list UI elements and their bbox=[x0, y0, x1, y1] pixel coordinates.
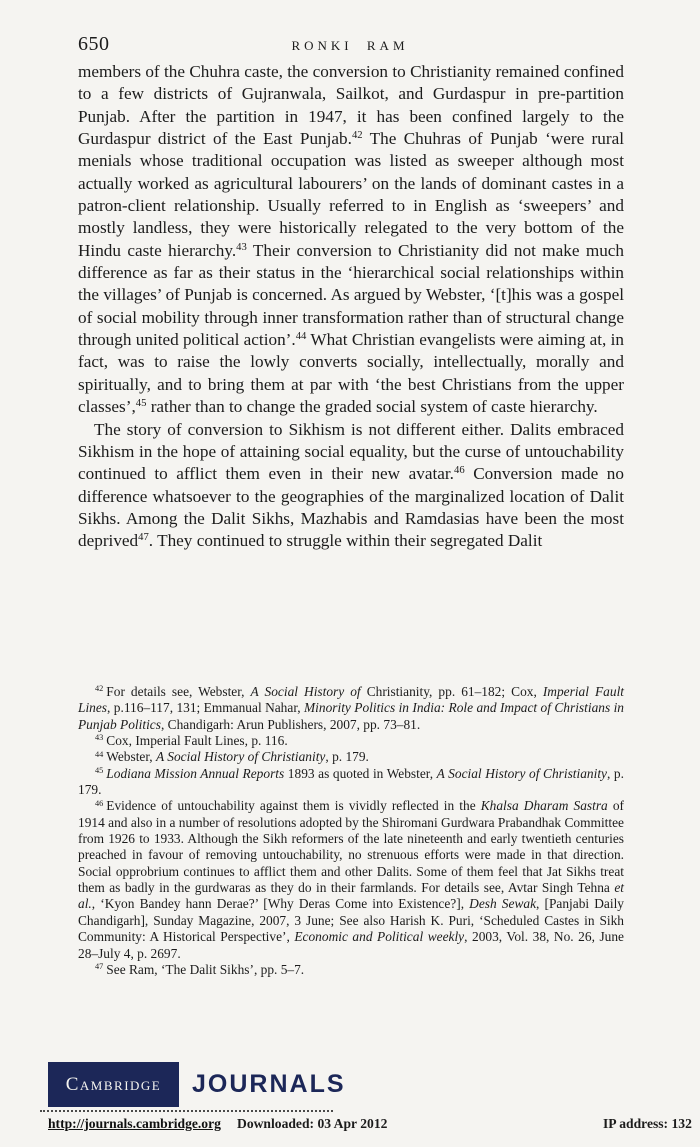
cambridge-logo-text: Cambridge bbox=[65, 1073, 162, 1095]
footnote-marker: 44 bbox=[95, 749, 104, 759]
text-run: Evidence of untouchability against them is vividly reflected in the bbox=[106, 798, 481, 814]
footnote-reference: 45 bbox=[135, 398, 147, 410]
text-run: Webster, bbox=[106, 749, 156, 765]
text-run: 1893 as quoted in Webster, bbox=[284, 765, 437, 781]
body-text bbox=[78, 61, 624, 553]
text-run: Imperial Fault Lines bbox=[78, 684, 625, 716]
text-run: A Social History of Christianity bbox=[436, 765, 607, 781]
text-run: , p. 179. bbox=[78, 765, 624, 798]
text-run: Cox, Imperial Fault Lines, p. 116. bbox=[106, 733, 288, 749]
text-run: , 2003, Vol. 38, No. 26, June 28–July 4, p. 2697. bbox=[78, 929, 624, 961]
text-run: See Ram, ‘The Dalit Sikhs’, pp. 5–7. bbox=[106, 961, 305, 977]
body-paragraph bbox=[78, 419, 624, 553]
text-run: What Christian evangelists were aiming at, in fact, was to raise the lowly converts socially, intellectually, morally and spiritually, and to bring them at par with ‘the best Christians from the upper classes’, bbox=[78, 330, 625, 417]
footer-meta-row bbox=[0, 1116, 700, 1138]
footnote bbox=[78, 749, 624, 765]
text-run: Lodiana Mission Annual Reports bbox=[106, 765, 285, 781]
text-run: et al. bbox=[78, 880, 624, 912]
footnote bbox=[78, 962, 624, 978]
text-run: Khalsa Dharam Sastra bbox=[480, 798, 608, 814]
text-run: Minority Politics in India: Role and Impact of Christians in Punjab Politics bbox=[78, 700, 624, 732]
body-paragraph bbox=[78, 61, 624, 419]
footnote-reference: 42 bbox=[351, 130, 363, 142]
footnote-marker: 43 bbox=[95, 733, 104, 743]
text-run: A Social History of Christianity bbox=[156, 749, 326, 765]
footnote-reference: 47 bbox=[138, 532, 149, 544]
text-run: Their conversion to Christianity did not make much difference as far as their status in the ‘hierarchical social relationships within the villages’ of Punjab is concerned. As argued by Webster, ‘[t]his was a gospel of social mobility through inner transformation rather than of structural change through united political action’. bbox=[78, 240, 625, 350]
footer-divider bbox=[40, 1110, 333, 1112]
cambridge-journals-logo bbox=[48, 1062, 346, 1107]
ip-address-label: IP address: 132 bbox=[603, 1116, 692, 1131]
footnote-reference: 46 bbox=[453, 465, 465, 477]
cambridge-logo-box bbox=[48, 1062, 179, 1107]
text-run: Desh Sewak bbox=[469, 896, 537, 912]
text-run: rather than to change the graded social system of caste hierarchy. bbox=[146, 397, 598, 417]
text-run: , p. 179. bbox=[325, 749, 369, 765]
text-run: of 1914 and also in a number of resolutions adopted by the Shiromani Gurdwara Prabandhak Committee from 1926 to 1933. Although the Sikh reformers of the late nineteenth and early twentieth centuries preached in favour of removing untouchability, no strenuous efforts were made in that direction. Social opprobrium continues to afflict them and other Dalits. Some of them feel that Jat Sikhs treat them as badly in the gurdwaras as they do in their farmlands. For details see, Avtar Singh Tehna bbox=[78, 798, 624, 896]
text-run: A Social History of bbox=[250, 684, 361, 699]
page-number: 650 bbox=[78, 33, 110, 55]
text-run: . They continued to struggle within their segregated Dalit bbox=[148, 531, 543, 551]
running-head-author: RONKI RAM bbox=[291, 38, 409, 53]
text-run: , ‘Kyon Bandey hann Derae?’ [Why Deras Come into Existence?], bbox=[91, 896, 470, 912]
footnote-marker: 45 bbox=[95, 766, 104, 776]
text-run: Christianity, pp. 61–182; Cox, bbox=[360, 684, 543, 699]
text-run: members of the Chuhra caste, the conversion to Christianity remained confined to a few districts of Gujranwala, Sailkot, and Gurdaspur in pre-partition Punjab. After the partition in 1947, it has been confined largely to the Gurdaspur district of the East Punjab. bbox=[78, 62, 624, 149]
text-run: Economic and Political weekly bbox=[294, 929, 465, 945]
footnote-reference: 44 bbox=[295, 331, 307, 343]
text-run: , Chandigarh: Arun Publishers, 2007, pp. 73–81. bbox=[160, 716, 421, 732]
downloaded-date-label: Downloaded: 03 Apr 2012 bbox=[237, 1116, 388, 1131]
footnote bbox=[78, 733, 624, 749]
footnote-marker: 42 bbox=[95, 684, 104, 694]
text-run: , p.116–117, 131; Emmanual Nahar, bbox=[107, 700, 304, 716]
footnote bbox=[78, 798, 624, 961]
footnote bbox=[78, 684, 624, 733]
journal-url-link[interactable]: http://journals.cambridge.org bbox=[48, 1116, 221, 1131]
journals-wordmark: JOURNALS bbox=[192, 1070, 346, 1098]
text-run: For details see, Webster, bbox=[106, 684, 251, 699]
footnotes bbox=[78, 684, 624, 978]
footnote-marker: 46 bbox=[95, 798, 104, 808]
text-run: , [Panjabi Daily Chandigarh], Sunday Magazine, 2007, 3 June; See also Harish K. Puri, ‘Scheduled Castes in Sikh Community: A Historical Perspective’, bbox=[78, 896, 624, 945]
text-run: The story of conversion to Sikhism is not different either. Dalits embraced Sikhism in the hope of attaining social equality, but the curse of untouchability continued to afflict them even in their new avatar. bbox=[78, 419, 624, 484]
footnote-reference: 43 bbox=[236, 241, 247, 253]
text-run: The Chuhras of Punjab ‘were rural menials whose traditional occupation was listed as sweeper although most actually worked as agricultural labourers’ on the lands of dominant castes in a patron-client relationship. Usually referred to in English as ‘sweepers’ and mostly landless, they were historically relegated to the very bottom of the Hindu caste hierarchy. bbox=[78, 129, 624, 260]
text-run: Conversion made no difference whatsoever to the geographies of the marginalized location of Dalit Sikhs. Among the Dalit Sikhs, Mazhabis and Ramdasias have been the most deprived bbox=[78, 464, 624, 551]
footnote bbox=[78, 766, 624, 799]
footnote-marker: 47 bbox=[95, 962, 104, 972]
